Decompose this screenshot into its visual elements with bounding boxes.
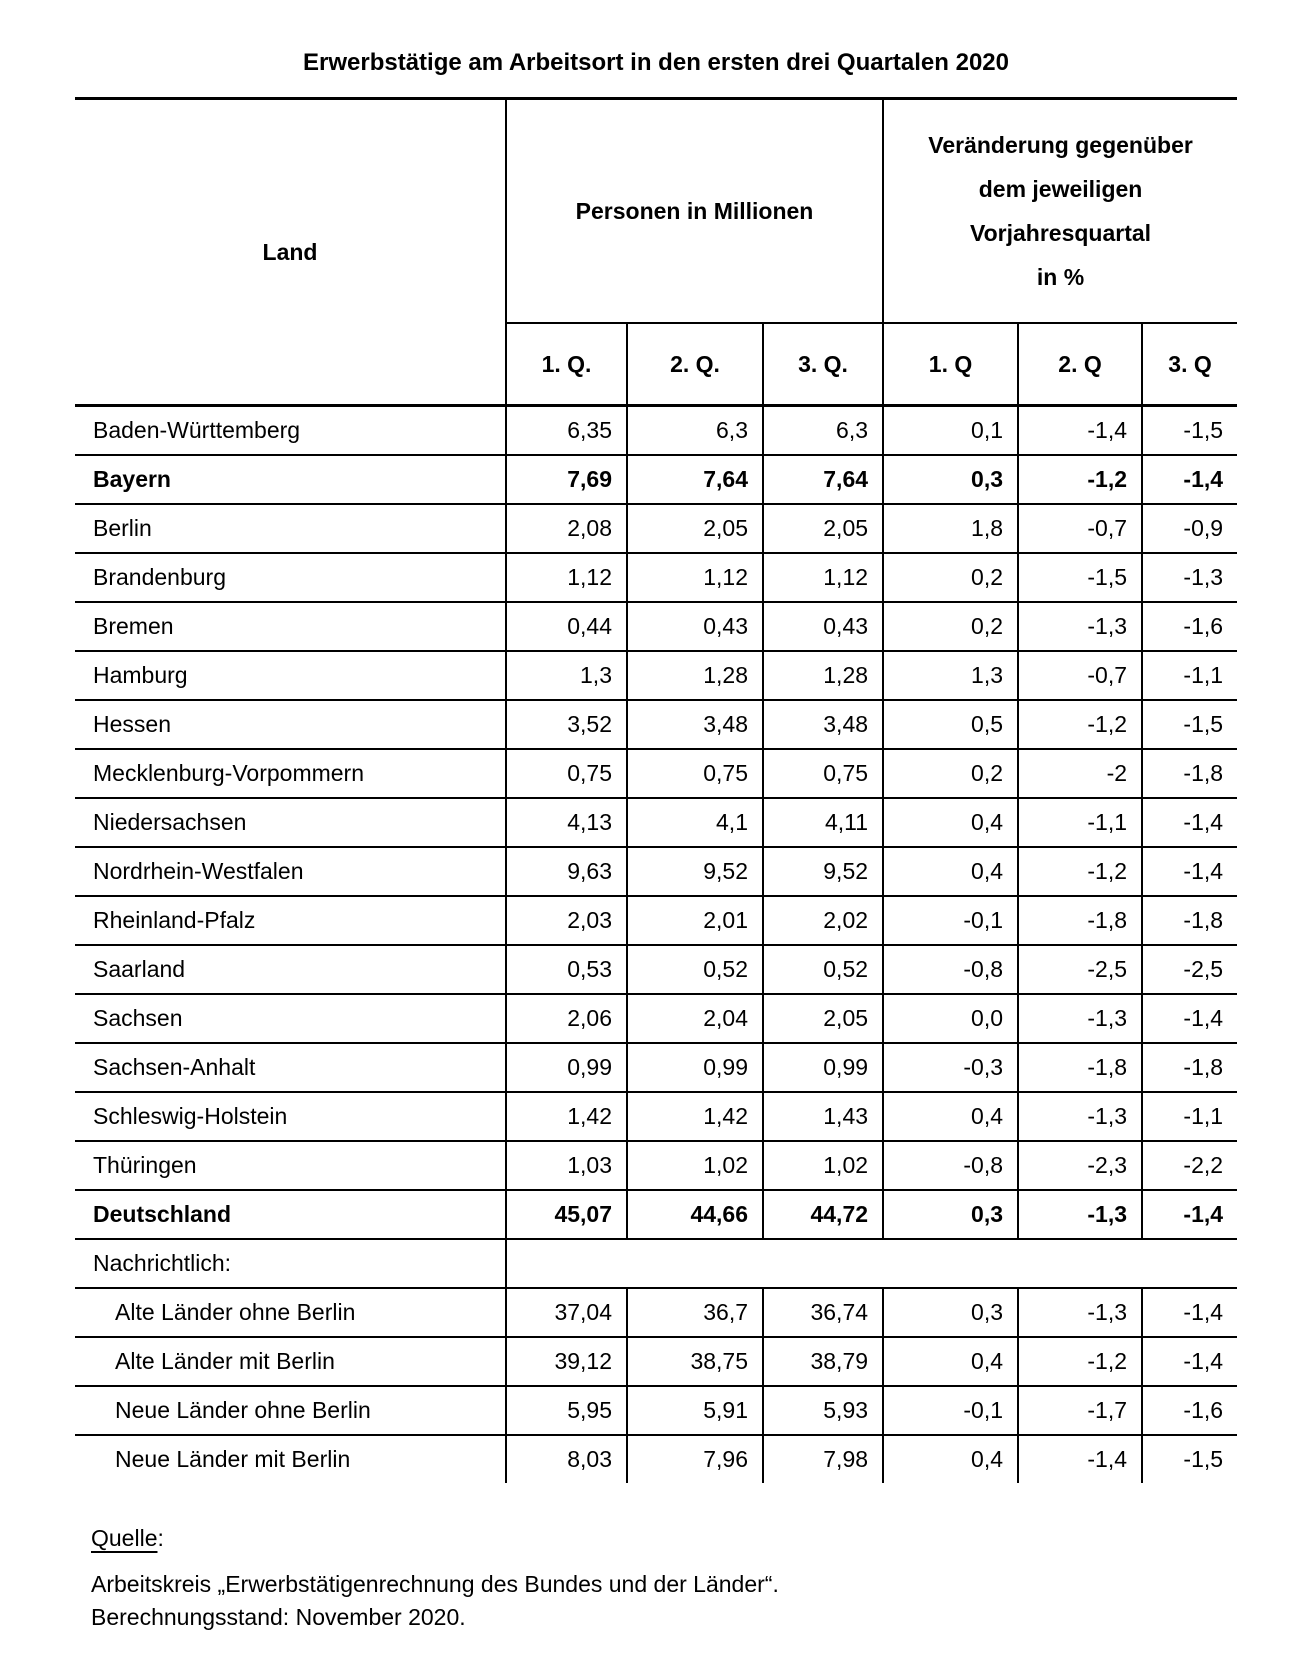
cell-q1-millions: 1,3 xyxy=(506,651,627,700)
table-body xyxy=(75,406,1237,1484)
table-row xyxy=(75,406,1237,456)
source-block xyxy=(75,1525,1237,1634)
row-label: Neue Länder mit Berlin xyxy=(75,1435,506,1483)
cell-q3-percent: -2,5 xyxy=(1142,945,1237,994)
cell-q1-millions: 2,08 xyxy=(506,504,627,553)
cell-q3-percent: -1,4 xyxy=(1142,1288,1237,1337)
cell-q2-millions: 9,52 xyxy=(627,847,763,896)
cell-q3-millions: 9,52 xyxy=(763,847,883,896)
cell-q3-millions: 3,48 xyxy=(763,700,883,749)
cell-q2-percent: -1,8 xyxy=(1018,896,1142,945)
source-line-2: Berechnungsstand: November 2020. xyxy=(91,1604,466,1630)
table-row xyxy=(75,553,1237,602)
cell-q2-millions: 1,28 xyxy=(627,651,763,700)
cell-q1-percent: 0,4 xyxy=(883,1435,1018,1483)
cell-q3-percent: -1,4 xyxy=(1142,1190,1237,1239)
row-label: Nordrhein-Westfalen xyxy=(75,847,506,896)
table-row xyxy=(75,1141,1237,1190)
cell-q3-millions: 0,43 xyxy=(763,602,883,651)
row-label: Hamburg xyxy=(75,651,506,700)
cell-q3-millions: 5,93 xyxy=(763,1386,883,1435)
row-label: Brandenburg xyxy=(75,553,506,602)
table-row xyxy=(75,1337,1237,1386)
cell-q3-percent: -1,1 xyxy=(1142,1092,1237,1141)
table-row xyxy=(75,847,1237,896)
subheader-q2-millions: 2. Q. xyxy=(627,323,763,406)
change-header-line-1: Veränderung gegenüber xyxy=(928,132,1193,158)
row-label: Schleswig-Holstein xyxy=(75,1092,506,1141)
row-label: Alte Länder mit Berlin xyxy=(75,1337,506,1386)
cell-q2-millions: 7,96 xyxy=(627,1435,763,1483)
cell-q1-percent: -0,8 xyxy=(883,1141,1018,1190)
document-page xyxy=(75,0,1237,1634)
cell-q3-percent: -1,8 xyxy=(1142,749,1237,798)
cell-q1-millions: 7,69 xyxy=(506,455,627,504)
cell-q3-millions: 2,05 xyxy=(763,994,883,1043)
cell-q3-millions: 0,52 xyxy=(763,945,883,994)
cell-q2-percent: -1,3 xyxy=(1018,1092,1142,1141)
cell-q2-millions: 2,05 xyxy=(627,504,763,553)
source-label: Quelle xyxy=(91,1525,158,1551)
cell-q2-millions: 1,02 xyxy=(627,1141,763,1190)
source-line-1: Arbeitskreis „Erwerbstätigenrechnung des Bundes und der Länder“. xyxy=(91,1571,779,1597)
cell-q2-millions: 4,1 xyxy=(627,798,763,847)
cell-q1-millions: 1,12 xyxy=(506,553,627,602)
cell-q2-percent: -1,3 xyxy=(1018,994,1142,1043)
table-row xyxy=(75,1386,1237,1435)
cell-q1-percent: 0,3 xyxy=(883,455,1018,504)
cell-q3-percent: -0,9 xyxy=(1142,504,1237,553)
page-title: Erwerbstätige am Arbeitsort in den ersten drei Quartalen 2020 xyxy=(302,49,1009,76)
cell-q1-millions: 0,99 xyxy=(506,1043,627,1092)
cell-q2-millions: 44,66 xyxy=(627,1190,763,1239)
cell-q1-percent: 0,5 xyxy=(883,700,1018,749)
row-label: Sachsen-Anhalt xyxy=(75,1043,506,1092)
cell-q1-millions: 0,44 xyxy=(506,602,627,651)
cell-q3-millions: 0,75 xyxy=(763,749,883,798)
cell-q2-percent: -1,3 xyxy=(1018,1190,1142,1239)
cell-q2-percent: -2,5 xyxy=(1018,945,1142,994)
cell-q3-percent: -1,4 xyxy=(1142,1337,1237,1386)
cell-q3-millions: 2,05 xyxy=(763,504,883,553)
cell-q2-percent: -1,2 xyxy=(1018,847,1142,896)
column-group-persons-millions: Personen in Millionen xyxy=(506,99,883,324)
cell-q1-percent: 0,4 xyxy=(883,798,1018,847)
table-row xyxy=(75,1288,1237,1337)
cell-q3-percent: -1,4 xyxy=(1142,847,1237,896)
cell-q2-percent: -1,7 xyxy=(1018,1386,1142,1435)
cell-q1-millions: 8,03 xyxy=(506,1435,627,1483)
cell-q2-percent: -0,7 xyxy=(1018,504,1142,553)
cell-q3-percent: -1,8 xyxy=(1142,1043,1237,1092)
cell-q3-millions: 36,74 xyxy=(763,1288,883,1337)
cell-q3-millions: 7,98 xyxy=(763,1435,883,1483)
cell-q1-millions: 6,35 xyxy=(506,406,627,456)
cell-q2-percent: -1,4 xyxy=(1018,406,1142,456)
cell-q2-percent: -2 xyxy=(1018,749,1142,798)
cell-q2-percent: -2,3 xyxy=(1018,1141,1142,1190)
cell-q3-percent: -1,8 xyxy=(1142,896,1237,945)
cell-q2-percent: -1,4 xyxy=(1018,1435,1142,1483)
row-label: Alte Länder ohne Berlin xyxy=(75,1288,506,1337)
table-row xyxy=(75,1435,1237,1483)
cell-q1-percent: 1,8 xyxy=(883,504,1018,553)
empty-merged-cell xyxy=(506,1239,1237,1288)
employment-table xyxy=(75,97,1237,1483)
cell-q1-percent: 0,2 xyxy=(883,602,1018,651)
cell-q3-millions: 44,72 xyxy=(763,1190,883,1239)
cell-q1-millions: 2,06 xyxy=(506,994,627,1043)
cell-q1-percent: -0,1 xyxy=(883,1386,1018,1435)
table-row xyxy=(75,700,1237,749)
cell-q1-millions: 1,42 xyxy=(506,1092,627,1141)
cell-q3-millions: 1,02 xyxy=(763,1141,883,1190)
cell-q3-millions: 7,64 xyxy=(763,455,883,504)
cell-q3-percent: -1,6 xyxy=(1142,1386,1237,1435)
row-label: Thüringen xyxy=(75,1141,506,1190)
cell-q3-percent: -1,1 xyxy=(1142,651,1237,700)
row-label: Deutschland xyxy=(75,1190,506,1239)
cell-q2-millions: 0,52 xyxy=(627,945,763,994)
cell-q2-percent: -1,2 xyxy=(1018,700,1142,749)
cell-q3-millions: 1,43 xyxy=(763,1092,883,1141)
cell-q1-millions: 1,03 xyxy=(506,1141,627,1190)
row-label: Rheinland-Pfalz xyxy=(75,896,506,945)
cell-q3-millions: 4,11 xyxy=(763,798,883,847)
cell-q1-millions: 37,04 xyxy=(506,1288,627,1337)
change-header-line-2: dem jeweiligen xyxy=(978,176,1143,202)
cell-q1-percent: 0,1 xyxy=(883,406,1018,456)
table-row xyxy=(75,994,1237,1043)
cell-q1-percent: 0,3 xyxy=(883,1190,1018,1239)
change-header-line-4: in % xyxy=(1036,264,1085,290)
cell-q3-percent: -1,5 xyxy=(1142,700,1237,749)
table-row xyxy=(75,798,1237,847)
table-row xyxy=(75,945,1237,994)
change-header-line-3: Vorjahresquartal xyxy=(969,220,1152,246)
row-label: Mecklenburg-Vorpommern xyxy=(75,749,506,798)
cell-q2-percent: -1,2 xyxy=(1018,455,1142,504)
row-label: Berlin xyxy=(75,504,506,553)
cell-q3-percent: -2,2 xyxy=(1142,1141,1237,1190)
table-section-row xyxy=(75,1239,1237,1288)
cell-q2-millions: 7,64 xyxy=(627,455,763,504)
cell-q2-millions: 3,48 xyxy=(627,700,763,749)
cell-q1-millions: 45,07 xyxy=(506,1190,627,1239)
subheader-q3-millions: 3. Q. xyxy=(763,323,883,406)
cell-q2-percent: -1,2 xyxy=(1018,1337,1142,1386)
cell-q1-percent: 1,3 xyxy=(883,651,1018,700)
subheader-q3-percent: 3. Q xyxy=(1142,323,1237,406)
table-row xyxy=(75,1190,1237,1239)
table-row xyxy=(75,602,1237,651)
row-label: Bremen xyxy=(75,602,506,651)
cell-q3-percent: -1,4 xyxy=(1142,994,1237,1043)
subheader-q1-percent: 1. Q xyxy=(883,323,1018,406)
cell-q2-millions: 2,04 xyxy=(627,994,763,1043)
cell-q3-percent: -1,5 xyxy=(1142,406,1237,456)
row-label: Saarland xyxy=(75,945,506,994)
cell-q2-percent: -1,5 xyxy=(1018,553,1142,602)
subheader-q2-percent: 2. Q xyxy=(1018,323,1142,406)
cell-q1-percent: -0,3 xyxy=(883,1043,1018,1092)
table-row xyxy=(75,1043,1237,1092)
cell-q2-millions: 1,12 xyxy=(627,553,763,602)
cell-q3-percent: -1,5 xyxy=(1183,1446,1224,1472)
table-row xyxy=(75,455,1237,504)
row-label: Bayern xyxy=(75,455,506,504)
row-label: Baden-Württemberg xyxy=(75,406,506,456)
cell-q3-millions: 1,12 xyxy=(763,553,883,602)
cell-q2-millions: 0,75 xyxy=(627,749,763,798)
cell-q2-millions: 5,91 xyxy=(627,1386,763,1435)
table-row xyxy=(75,504,1237,553)
cell-q2-percent: -1,1 xyxy=(1018,798,1142,847)
cell-q2-millions: 2,01 xyxy=(627,896,763,945)
table-row xyxy=(75,896,1237,945)
cell-q3-millions: 6,3 xyxy=(763,406,883,456)
cell-q3-millions: 38,79 xyxy=(763,1337,883,1386)
cell-q1-percent: 0,4 xyxy=(883,847,1018,896)
cell-q2-millions: 38,75 xyxy=(627,1337,763,1386)
table-row xyxy=(75,1092,1237,1141)
row-label: Hessen xyxy=(75,700,506,749)
cell-q2-percent: -0,7 xyxy=(1018,651,1142,700)
cell-q1-millions: 0,75 xyxy=(506,749,627,798)
cell-q3-millions: 0,99 xyxy=(763,1043,883,1092)
cell-q1-millions: 4,13 xyxy=(506,798,627,847)
cell-q2-millions: 36,7 xyxy=(627,1288,763,1337)
cell-q3-percent: -1,6 xyxy=(1142,602,1237,651)
cell-q1-millions: 5,95 xyxy=(506,1386,627,1435)
cell-q1-millions: 3,52 xyxy=(506,700,627,749)
row-label: Niedersachsen xyxy=(75,798,506,847)
row-label: Sachsen xyxy=(75,994,506,1043)
cell-q2-percent: -1,3 xyxy=(1018,602,1142,651)
cell-q2-percent: -1,3 xyxy=(1018,1288,1142,1337)
cell-q1-percent: -0,1 xyxy=(883,896,1018,945)
cell-q1-percent: 0,4 xyxy=(883,1337,1018,1386)
column-group-change-percent xyxy=(883,99,1237,324)
cell-q1-percent: 0,0 xyxy=(883,994,1018,1043)
table-row xyxy=(75,651,1237,700)
cell-q2-millions: 1,42 xyxy=(627,1092,763,1141)
table-header xyxy=(75,99,1237,406)
source-heading xyxy=(91,1525,1237,1552)
cell-q1-percent: 0,2 xyxy=(883,553,1018,602)
subheader-q1-millions: 1. Q. xyxy=(506,323,627,406)
cell-q1-millions: 9,63 xyxy=(506,847,627,896)
cell-q2-millions: 6,3 xyxy=(627,406,763,456)
source-colon: : xyxy=(157,1525,164,1551)
table-row xyxy=(75,749,1237,798)
cell-q2-millions: 0,99 xyxy=(627,1043,763,1092)
column-header-land: Land xyxy=(75,99,506,406)
row-label: Nachrichtlich: xyxy=(75,1239,506,1288)
cell-q1-percent: 0,3 xyxy=(883,1288,1018,1337)
cell-q1-millions: 39,12 xyxy=(506,1337,627,1386)
cell-q1-millions: 0,53 xyxy=(506,945,627,994)
cell-q1-percent: -0,8 xyxy=(883,945,1018,994)
cell-q2-millions: 0,43 xyxy=(627,602,763,651)
cell-q3-percent: -1,4 xyxy=(1142,798,1237,847)
row-label: Neue Länder ohne Berlin xyxy=(75,1386,506,1435)
cell-q2-percent: -1,8 xyxy=(1018,1043,1142,1092)
cell-q3-millions: 1,28 xyxy=(763,651,883,700)
cell-q3-percent: -1,4 xyxy=(1142,455,1237,504)
header-row-groups xyxy=(75,99,1237,324)
cell-q1-millions: 2,03 xyxy=(506,896,627,945)
cell-q1-percent: 0,4 xyxy=(883,1092,1018,1141)
cell-q3-percent: -1,3 xyxy=(1142,553,1237,602)
cell-q1-percent: 0,2 xyxy=(883,749,1018,798)
cell-q3-millions: 2,02 xyxy=(763,896,883,945)
